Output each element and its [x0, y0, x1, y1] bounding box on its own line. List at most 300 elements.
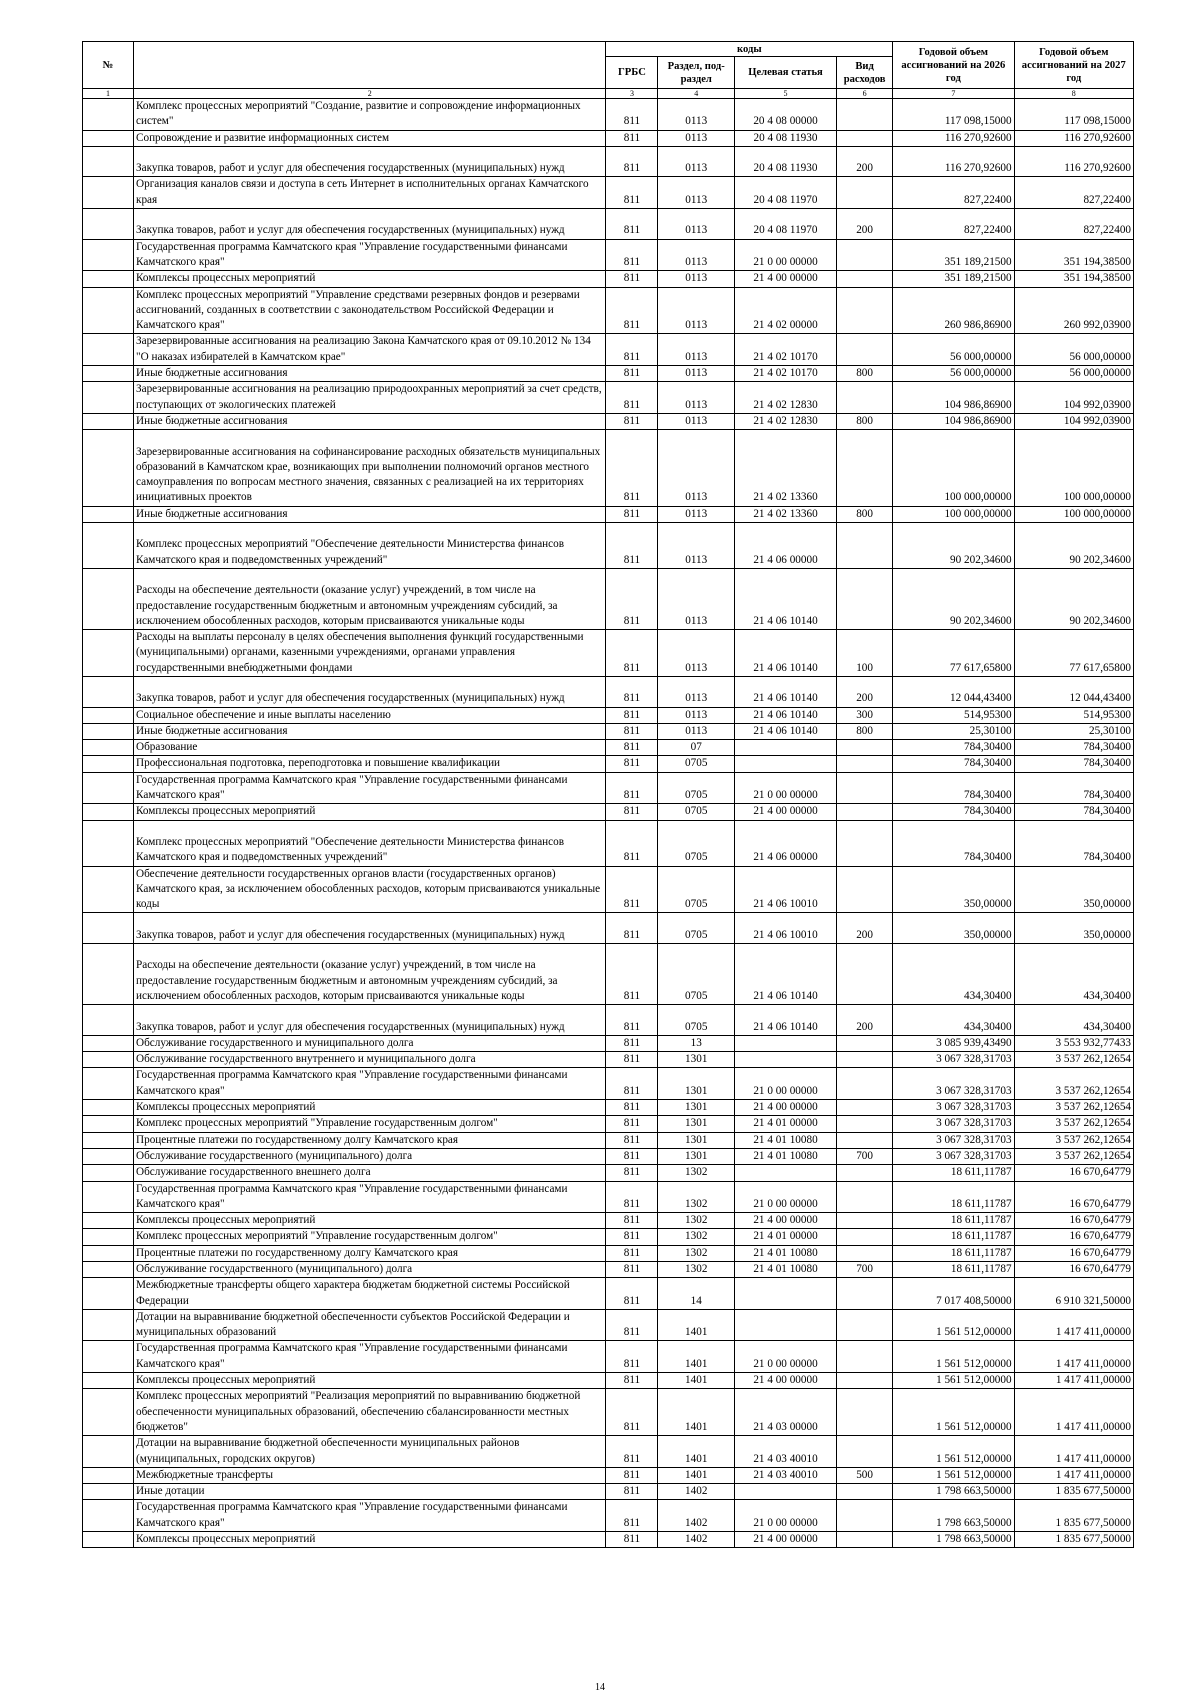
row-grbs: 811	[606, 209, 658, 240]
row-number-cell	[83, 1116, 134, 1132]
row-number-cell	[83, 740, 134, 756]
row-grbs: 811	[606, 287, 658, 334]
header-number: №	[83, 42, 134, 89]
row-grbs: 811	[606, 1132, 658, 1148]
table-row	[83, 177, 1134, 209]
table-row	[83, 99, 1134, 131]
row-name: Комплекс процессных мероприятий "Управление государственным долгом"	[134, 1116, 606, 1132]
row-expense-type: 500	[837, 1467, 893, 1483]
row-target-article: 21 4 00 00000	[734, 1373, 836, 1389]
header-vid: Вид расходов	[837, 57, 893, 89]
row-amount-2026: 827,22400	[893, 209, 1014, 240]
row-grbs: 811	[606, 99, 658, 131]
row-grbs: 811	[606, 707, 658, 723]
row-expense-type: 700	[837, 1261, 893, 1277]
row-name: Комплексы процессных мероприятий	[134, 1100, 606, 1116]
row-amount-2027: 350,00000	[1014, 866, 1133, 913]
row-amount-2026: 784,30400	[893, 804, 1014, 820]
row-amount-2027: 827,22400	[1014, 209, 1133, 240]
table-row	[83, 1436, 1134, 1468]
row-amount-2026: 784,30400	[893, 772, 1014, 804]
row-target-article: 21 4 02 12830	[734, 413, 836, 429]
row-name: Иные бюджетные ассигнования	[134, 506, 606, 522]
row-amount-2027: 16 670,64779	[1014, 1261, 1133, 1277]
row-name: Комплекс процессных мероприятий "Создание, развитие и сопровождение информационных систем"	[134, 99, 606, 131]
row-razdel: 0113	[658, 723, 735, 739]
table-row	[83, 804, 1134, 820]
row-name: Комплекс процессных мероприятий "Обеспечение деятельности Министерства финансов Камчатского края и подведомственных учреждений"	[134, 820, 606, 866]
row-number-cell	[83, 1467, 134, 1483]
table-row	[83, 430, 1134, 507]
row-expense-type: 200	[837, 913, 893, 944]
row-number-cell	[83, 1484, 134, 1500]
table-row	[83, 1484, 1134, 1500]
row-target-article: 21 4 00 00000	[734, 1532, 836, 1548]
row-name: Образование	[134, 740, 606, 756]
table-row	[83, 382, 1134, 414]
row-grbs: 811	[606, 1500, 658, 1532]
row-name: Иные бюджетные ассигнования	[134, 723, 606, 739]
table-row	[83, 1116, 1134, 1132]
table-row	[83, 1148, 1134, 1164]
row-number-cell	[83, 430, 134, 507]
row-number-cell	[83, 1245, 134, 1261]
row-target-article	[734, 1309, 836, 1341]
row-name: Межбюджетные трансферты	[134, 1467, 606, 1483]
row-grbs: 811	[606, 1467, 658, 1483]
row-number-cell	[83, 1132, 134, 1148]
row-amount-2027: 104 992,03900	[1014, 413, 1133, 429]
row-grbs: 811	[606, 366, 658, 382]
row-grbs: 811	[606, 772, 658, 804]
row-razdel: 0113	[658, 382, 735, 414]
row-razdel: 1401	[658, 1309, 735, 1341]
row-amount-2026: 1 561 512,00000	[893, 1309, 1014, 1341]
row-expense-type	[837, 1532, 893, 1548]
row-grbs: 811	[606, 756, 658, 772]
row-target-article: 21 0 00 00000	[734, 1068, 836, 1100]
row-razdel: 1402	[658, 1484, 735, 1500]
row-number-cell	[83, 334, 134, 366]
row-target-article: 21 4 06 10140	[734, 944, 836, 1005]
table-row	[83, 630, 1134, 677]
table-row	[83, 1341, 1134, 1373]
row-amount-2026: 350,00000	[893, 913, 1014, 944]
row-number-cell	[83, 630, 134, 677]
row-razdel: 1301	[658, 1148, 735, 1164]
row-grbs: 811	[606, 1005, 658, 1036]
table-row	[83, 772, 1134, 804]
row-amount-2026: 514,95300	[893, 707, 1014, 723]
row-amount-2027: 117 098,15000	[1014, 99, 1133, 131]
row-razdel: 0705	[658, 804, 735, 820]
row-grbs: 811	[606, 1245, 658, 1261]
row-amount-2026: 7 017 408,50000	[893, 1278, 1014, 1310]
row-amount-2026: 18 611,11787	[893, 1213, 1014, 1229]
row-razdel: 1302	[658, 1245, 735, 1261]
row-target-article: 21 4 01 10080	[734, 1148, 836, 1164]
row-grbs: 811	[606, 1052, 658, 1068]
table-row	[83, 1100, 1134, 1116]
row-razdel: 1402	[658, 1532, 735, 1548]
row-grbs: 811	[606, 1532, 658, 1548]
row-amount-2027: 90 202,34600	[1014, 523, 1133, 569]
row-name: Государственная программа Камчатского края "Управление государственными финансами Камчатского края"	[134, 1500, 606, 1532]
row-name: Комплекс процессных мероприятий "Управление средствами резервных фондов и резервами ассигнований, созданных в соответствии с законодательством Российской Федерации и Камчатского края"	[134, 287, 606, 334]
row-razdel: 1401	[658, 1467, 735, 1483]
row-expense-type	[837, 1229, 893, 1245]
row-razdel: 1401	[658, 1436, 735, 1468]
row-grbs: 811	[606, 1309, 658, 1341]
row-number-cell	[83, 523, 134, 569]
row-target-article: 21 4 02 10170	[734, 334, 836, 366]
row-amount-2027: 1 835 677,50000	[1014, 1500, 1133, 1532]
row-name: Иные бюджетные ассигнования	[134, 413, 606, 429]
row-expense-type: 800	[837, 723, 893, 739]
row-expense-type: 700	[837, 1148, 893, 1164]
row-grbs: 811	[606, 239, 658, 271]
row-number-cell	[83, 1213, 134, 1229]
row-amount-2026: 18 611,11787	[893, 1165, 1014, 1181]
row-razdel: 0705	[658, 1005, 735, 1036]
row-expense-type	[837, 382, 893, 414]
row-grbs: 811	[606, 630, 658, 677]
row-number-cell	[83, 1500, 134, 1532]
table-row	[83, 1467, 1134, 1483]
row-number-cell	[83, 1181, 134, 1213]
row-grbs: 811	[606, 413, 658, 429]
row-expense-type	[837, 1278, 893, 1310]
row-expense-type	[837, 804, 893, 820]
row-expense-type	[837, 866, 893, 913]
row-amount-2026: 117 098,15000	[893, 99, 1014, 131]
row-target-article: 21 4 06 10140	[734, 1005, 836, 1036]
row-expense-type	[837, 1309, 893, 1341]
row-amount-2027: 16 670,64779	[1014, 1245, 1133, 1261]
row-grbs: 811	[606, 1100, 658, 1116]
row-grbs: 811	[606, 506, 658, 522]
row-amount-2026: 18 611,11787	[893, 1261, 1014, 1277]
colnum: 5	[734, 89, 836, 99]
row-expense-type	[837, 130, 893, 146]
row-amount-2027: 3 537 262,12654	[1014, 1148, 1133, 1164]
row-amount-2027: 116 270,92600	[1014, 146, 1133, 177]
row-razdel: 13	[658, 1035, 735, 1051]
row-grbs: 811	[606, 1261, 658, 1277]
row-target-article	[734, 1052, 836, 1068]
row-expense-type	[837, 287, 893, 334]
row-razdel: 1302	[658, 1165, 735, 1181]
row-number-cell	[83, 413, 134, 429]
row-grbs: 811	[606, 568, 658, 629]
row-expense-type	[837, 740, 893, 756]
row-name: Иные бюджетные ассигнования	[134, 366, 606, 382]
row-razdel: 1302	[658, 1229, 735, 1245]
row-razdel: 0113	[658, 568, 735, 629]
row-expense-type	[837, 1132, 893, 1148]
row-target-article: 21 4 00 00000	[734, 804, 836, 820]
row-target-article: 21 0 00 00000	[734, 772, 836, 804]
row-amount-2026: 77 617,65800	[893, 630, 1014, 677]
row-razdel: 0705	[658, 944, 735, 1005]
row-target-article: 21 0 00 00000	[734, 1341, 836, 1373]
row-target-article: 21 4 00 00000	[734, 1100, 836, 1116]
table-row	[83, 130, 1134, 146]
row-expense-type	[837, 523, 893, 569]
row-amount-2026: 25,30100	[893, 723, 1014, 739]
row-target-article: 21 4 06 10140	[734, 568, 836, 629]
row-expense-type	[837, 568, 893, 629]
table-row	[83, 271, 1134, 287]
table-row	[83, 1005, 1134, 1036]
row-amount-2026: 351 189,21500	[893, 271, 1014, 287]
row-grbs: 811	[606, 1116, 658, 1132]
row-razdel: 0705	[658, 756, 735, 772]
row-name: Закупка товаров, работ и услуг для обеспечения государственных (муниципальных) нужд	[134, 209, 606, 240]
row-amount-2026: 1 561 512,00000	[893, 1436, 1014, 1468]
table-row	[83, 740, 1134, 756]
row-name: Комплексы процессных мероприятий	[134, 1213, 606, 1229]
row-target-article: 20 4 08 11930	[734, 130, 836, 146]
row-razdel: 0113	[658, 366, 735, 382]
row-amount-2027: 784,30400	[1014, 756, 1133, 772]
row-number-cell	[83, 913, 134, 944]
row-amount-2027: 12 044,43400	[1014, 677, 1133, 708]
row-name: Процентные платежи по государственному долгу Камчатского края	[134, 1132, 606, 1148]
row-name: Расходы на обеспечение деятельности (оказание услуг) учреждений, в том числе на предоставление государственным бюджетным и автономным учреждениям субсидий, за исключением обособленных расходов, которым присваиваются уникальные коды	[134, 944, 606, 1005]
row-amount-2027: 1 417 411,00000	[1014, 1467, 1133, 1483]
row-name: Закупка товаров, работ и услуг для обеспечения государственных (муниципальных) нужд	[134, 1005, 606, 1036]
row-razdel: 1302	[658, 1181, 735, 1213]
row-number-cell	[83, 804, 134, 820]
row-expense-type	[837, 99, 893, 131]
row-name: Сопровождение и развитие информационных систем	[134, 130, 606, 146]
row-expense-type	[837, 271, 893, 287]
row-razdel: 14	[658, 1278, 735, 1310]
row-number-cell	[83, 506, 134, 522]
row-grbs: 811	[606, 820, 658, 866]
row-target-article: 21 4 06 10140	[734, 723, 836, 739]
row-amount-2027: 3 553 932,77433	[1014, 1035, 1133, 1051]
table-row	[83, 913, 1134, 944]
row-amount-2026: 90 202,34600	[893, 568, 1014, 629]
row-grbs: 811	[606, 146, 658, 177]
table-row	[83, 287, 1134, 334]
row-number-cell	[83, 1341, 134, 1373]
row-grbs: 811	[606, 1373, 658, 1389]
row-number-cell	[83, 287, 134, 334]
row-expense-type: 100	[837, 630, 893, 677]
row-amount-2026: 784,30400	[893, 820, 1014, 866]
row-razdel: 1402	[658, 1500, 735, 1532]
row-target-article: 21 4 02 00000	[734, 287, 836, 334]
row-amount-2026: 18 611,11787	[893, 1245, 1014, 1261]
row-number-cell	[83, 366, 134, 382]
row-razdel: 07	[658, 740, 735, 756]
row-name: Зарезервированные ассигнования на реализацию Закона Камчатского края от 09.10.2012 № 134 "О наказах избирателей в Камчатском крае"	[134, 334, 606, 366]
row-amount-2026: 784,30400	[893, 740, 1014, 756]
table-row	[83, 1068, 1134, 1100]
row-number-cell	[83, 1052, 134, 1068]
row-grbs: 811	[606, 866, 658, 913]
row-number-cell	[83, 1068, 134, 1100]
row-amount-2026: 90 202,34600	[893, 523, 1014, 569]
row-razdel: 1401	[658, 1341, 735, 1373]
row-amount-2026: 18 611,11787	[893, 1181, 1014, 1213]
row-amount-2026: 1 561 512,00000	[893, 1389, 1014, 1436]
table-row	[83, 820, 1134, 866]
row-amount-2026: 12 044,43400	[893, 677, 1014, 708]
row-razdel: 0705	[658, 820, 735, 866]
row-grbs: 811	[606, 523, 658, 569]
row-razdel: 1301	[658, 1132, 735, 1148]
row-razdel: 1401	[658, 1389, 735, 1436]
row-amount-2027: 77 617,65800	[1014, 630, 1133, 677]
row-number-cell	[83, 723, 134, 739]
row-amount-2026: 56 000,00000	[893, 334, 1014, 366]
row-razdel: 0113	[658, 287, 735, 334]
row-razdel: 0705	[658, 772, 735, 804]
row-number-cell	[83, 677, 134, 708]
row-number-cell	[83, 1100, 134, 1116]
row-expense-type	[837, 1213, 893, 1229]
row-expense-type	[837, 1165, 893, 1181]
row-amount-2027: 6 910 321,50000	[1014, 1278, 1133, 1310]
row-amount-2027: 16 670,64779	[1014, 1229, 1133, 1245]
row-amount-2027: 784,30400	[1014, 804, 1133, 820]
table-row	[83, 146, 1134, 177]
row-razdel: 0113	[658, 707, 735, 723]
row-name: Комплекс процессных мероприятий "Обеспечение деятельности Министерства финансов Камчатского края и подведомственных учреждений"	[134, 523, 606, 569]
table-row	[83, 1245, 1134, 1261]
row-amount-2026: 3 067 328,31703	[893, 1100, 1014, 1116]
row-expense-type	[837, 1245, 893, 1261]
table-body	[83, 99, 1134, 1548]
row-number-cell	[83, 1436, 134, 1468]
table-row	[83, 707, 1134, 723]
row-expense-type	[837, 1116, 893, 1132]
row-amount-2027: 1 835 677,50000	[1014, 1484, 1133, 1500]
row-name: Иные дотации	[134, 1484, 606, 1500]
row-name: Обслуживание государственного внешнего долга	[134, 1165, 606, 1181]
row-name: Обслуживание государственного (муниципального) долга	[134, 1148, 606, 1164]
row-amount-2027: 3 537 262,12654	[1014, 1068, 1133, 1100]
row-amount-2026: 260 986,86900	[893, 287, 1014, 334]
row-razdel: 1301	[658, 1116, 735, 1132]
row-amount-2027: 16 670,64779	[1014, 1165, 1133, 1181]
row-razdel: 1301	[658, 1068, 735, 1100]
row-amount-2027: 1 417 411,00000	[1014, 1389, 1133, 1436]
row-grbs: 811	[606, 1341, 658, 1373]
table-row	[83, 1278, 1134, 1310]
row-number-cell	[83, 146, 134, 177]
row-expense-type	[837, 1373, 893, 1389]
header-grbs: ГРБС	[606, 57, 658, 89]
row-expense-type	[837, 772, 893, 804]
row-name: Дотации на выравнивание бюджетной обеспеченности субъектов Российской Федерации и муниципальных образований	[134, 1309, 606, 1341]
row-target-article	[734, 1035, 836, 1051]
row-amount-2026: 3 067 328,31703	[893, 1052, 1014, 1068]
row-grbs: 811	[606, 1389, 658, 1436]
row-name: Расходы на выплаты персоналу в целях обеспечения выполнения функций государственными (муниципальными) органами, казенными учреждениями, органами управления государственными внебюджетными фондами	[134, 630, 606, 677]
row-amount-2027: 3 537 262,12654	[1014, 1052, 1133, 1068]
row-amount-2027: 56 000,00000	[1014, 366, 1133, 382]
row-expense-type	[837, 1052, 893, 1068]
row-razdel: 0113	[658, 271, 735, 287]
row-number-cell	[83, 209, 134, 240]
row-grbs: 811	[606, 740, 658, 756]
table-row	[83, 1035, 1134, 1051]
row-amount-2026: 350,00000	[893, 866, 1014, 913]
row-amount-2027: 3 537 262,12654	[1014, 1100, 1133, 1116]
row-target-article: 21 4 01 10080	[734, 1245, 836, 1261]
row-expense-type	[837, 820, 893, 866]
row-number-cell	[83, 866, 134, 913]
row-razdel: 0113	[658, 146, 735, 177]
header-name	[134, 42, 606, 89]
row-grbs: 811	[606, 1278, 658, 1310]
row-number-cell	[83, 1278, 134, 1310]
row-target-article: 21 4 06 10010	[734, 866, 836, 913]
row-amount-2027: 434,30400	[1014, 944, 1133, 1005]
row-expense-type: 200	[837, 209, 893, 240]
row-amount-2027: 784,30400	[1014, 740, 1133, 756]
row-target-article: 21 4 06 10140	[734, 677, 836, 708]
row-number-cell	[83, 1309, 134, 1341]
row-amount-2026: 104 986,86900	[893, 413, 1014, 429]
row-number-cell	[83, 382, 134, 414]
table-row	[83, 1261, 1134, 1277]
row-razdel: 0705	[658, 866, 735, 913]
row-target-article	[734, 1278, 836, 1310]
colnum: 2	[134, 89, 606, 99]
row-razdel: 0113	[658, 523, 735, 569]
table-row	[83, 1213, 1134, 1229]
row-name: Организация каналов связи и доступа в сеть Интернет в исполнительных органах Камчатского края	[134, 177, 606, 209]
row-amount-2027: 827,22400	[1014, 177, 1133, 209]
row-amount-2027: 56 000,00000	[1014, 334, 1133, 366]
row-expense-type	[837, 239, 893, 271]
row-number-cell	[83, 756, 134, 772]
row-target-article: 21 4 03 00000	[734, 1389, 836, 1436]
row-amount-2026: 3 067 328,31703	[893, 1132, 1014, 1148]
row-target-article	[734, 740, 836, 756]
row-expense-type	[837, 1181, 893, 1213]
row-target-article	[734, 1165, 836, 1181]
header-codes: коды	[606, 42, 893, 57]
row-target-article: 21 4 01 10080	[734, 1261, 836, 1277]
header-tselevaya: Целевая статья	[734, 57, 836, 89]
row-number-cell	[83, 820, 134, 866]
row-razdel: 0113	[658, 130, 735, 146]
table-row	[83, 866, 1134, 913]
row-amount-2026: 1 798 663,50000	[893, 1532, 1014, 1548]
row-grbs: 811	[606, 271, 658, 287]
row-name: Обслуживание государственного (муниципального) долга	[134, 1261, 606, 1277]
row-grbs: 811	[606, 130, 658, 146]
table-row	[83, 1052, 1134, 1068]
colnum: 1	[83, 89, 134, 99]
row-amount-2027: 3 537 262,12654	[1014, 1132, 1133, 1148]
row-expense-type: 800	[837, 413, 893, 429]
row-amount-2027: 16 670,64779	[1014, 1213, 1133, 1229]
row-expense-type	[837, 1068, 893, 1100]
row-target-article: 21 4 01 10080	[734, 1132, 836, 1148]
row-number-cell	[83, 707, 134, 723]
row-target-article: 21 4 02 10170	[734, 366, 836, 382]
row-number-cell	[83, 1005, 134, 1036]
table-row	[83, 1132, 1134, 1148]
